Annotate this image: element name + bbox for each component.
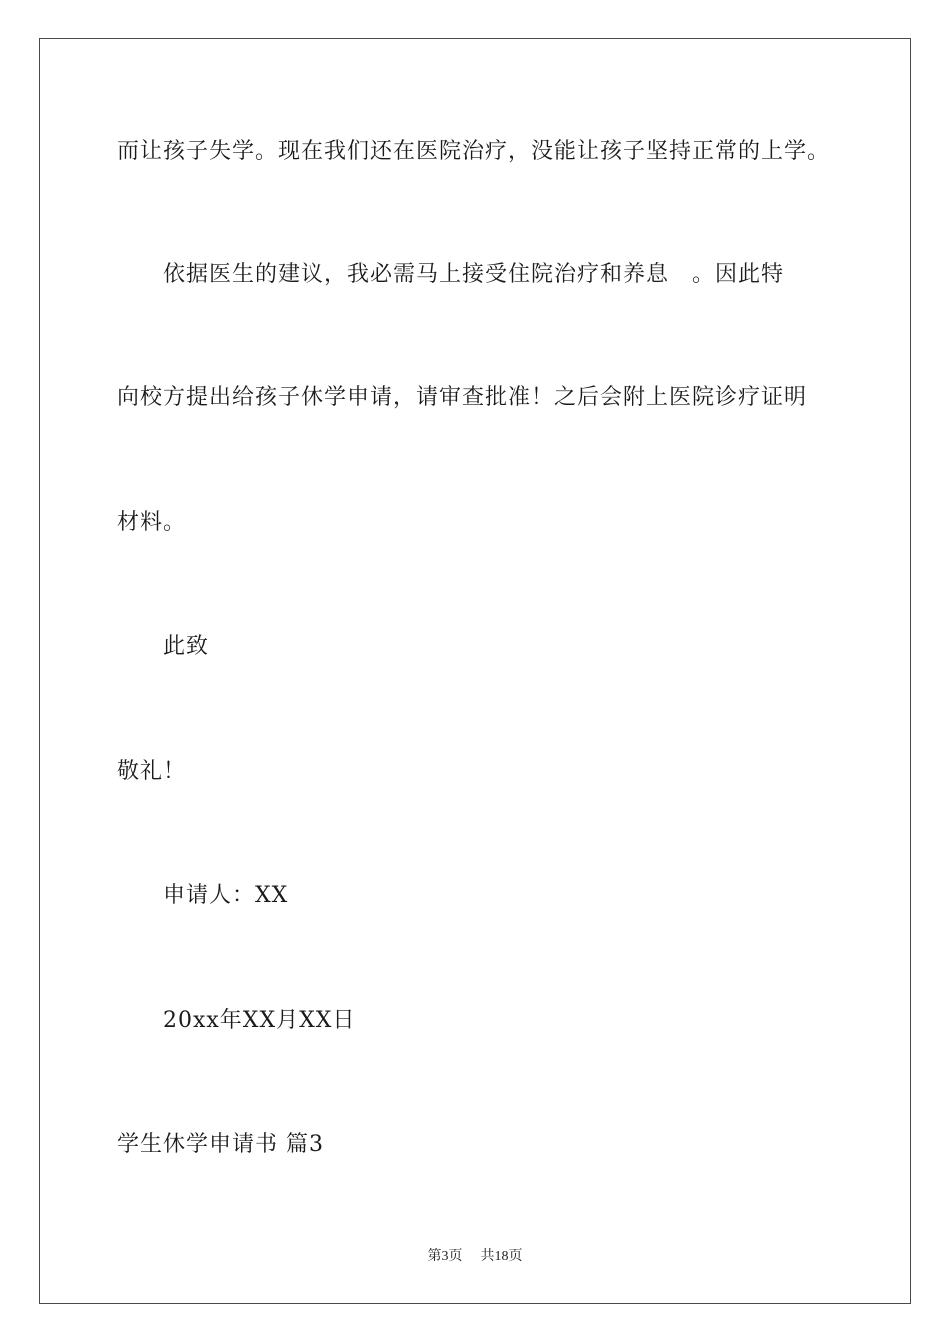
application-date: 20xx年XX月XX日 [163,1008,356,1033]
paragraph-line-1: 而让孩子失学。现在我们还在医院治疗，没能让孩子坚持正常的上学。 [117,139,831,164]
section-heading: 学生休学申请书 篇3 [117,1132,324,1157]
paragraph-line-2: 依据医生的建议，我必需马上接受住院治疗和养息 。因此特 [163,262,785,287]
closing-salutation: 此致 [163,634,210,659]
page-number: 第3页 [427,1249,463,1264]
page-footer [0,1247,950,1267]
closing-regards: 敬礼！ [117,759,187,784]
paragraph-line-4: 材料。 [117,510,187,535]
page-border [39,38,911,1304]
paragraph-line-3: 向校方提出给孩子休学申请，请审查批准！之后会附上医院诊疗证明 [117,385,808,410]
applicant-name: 申请人：XX [163,883,289,908]
total-pages: 共18页 [480,1249,523,1264]
